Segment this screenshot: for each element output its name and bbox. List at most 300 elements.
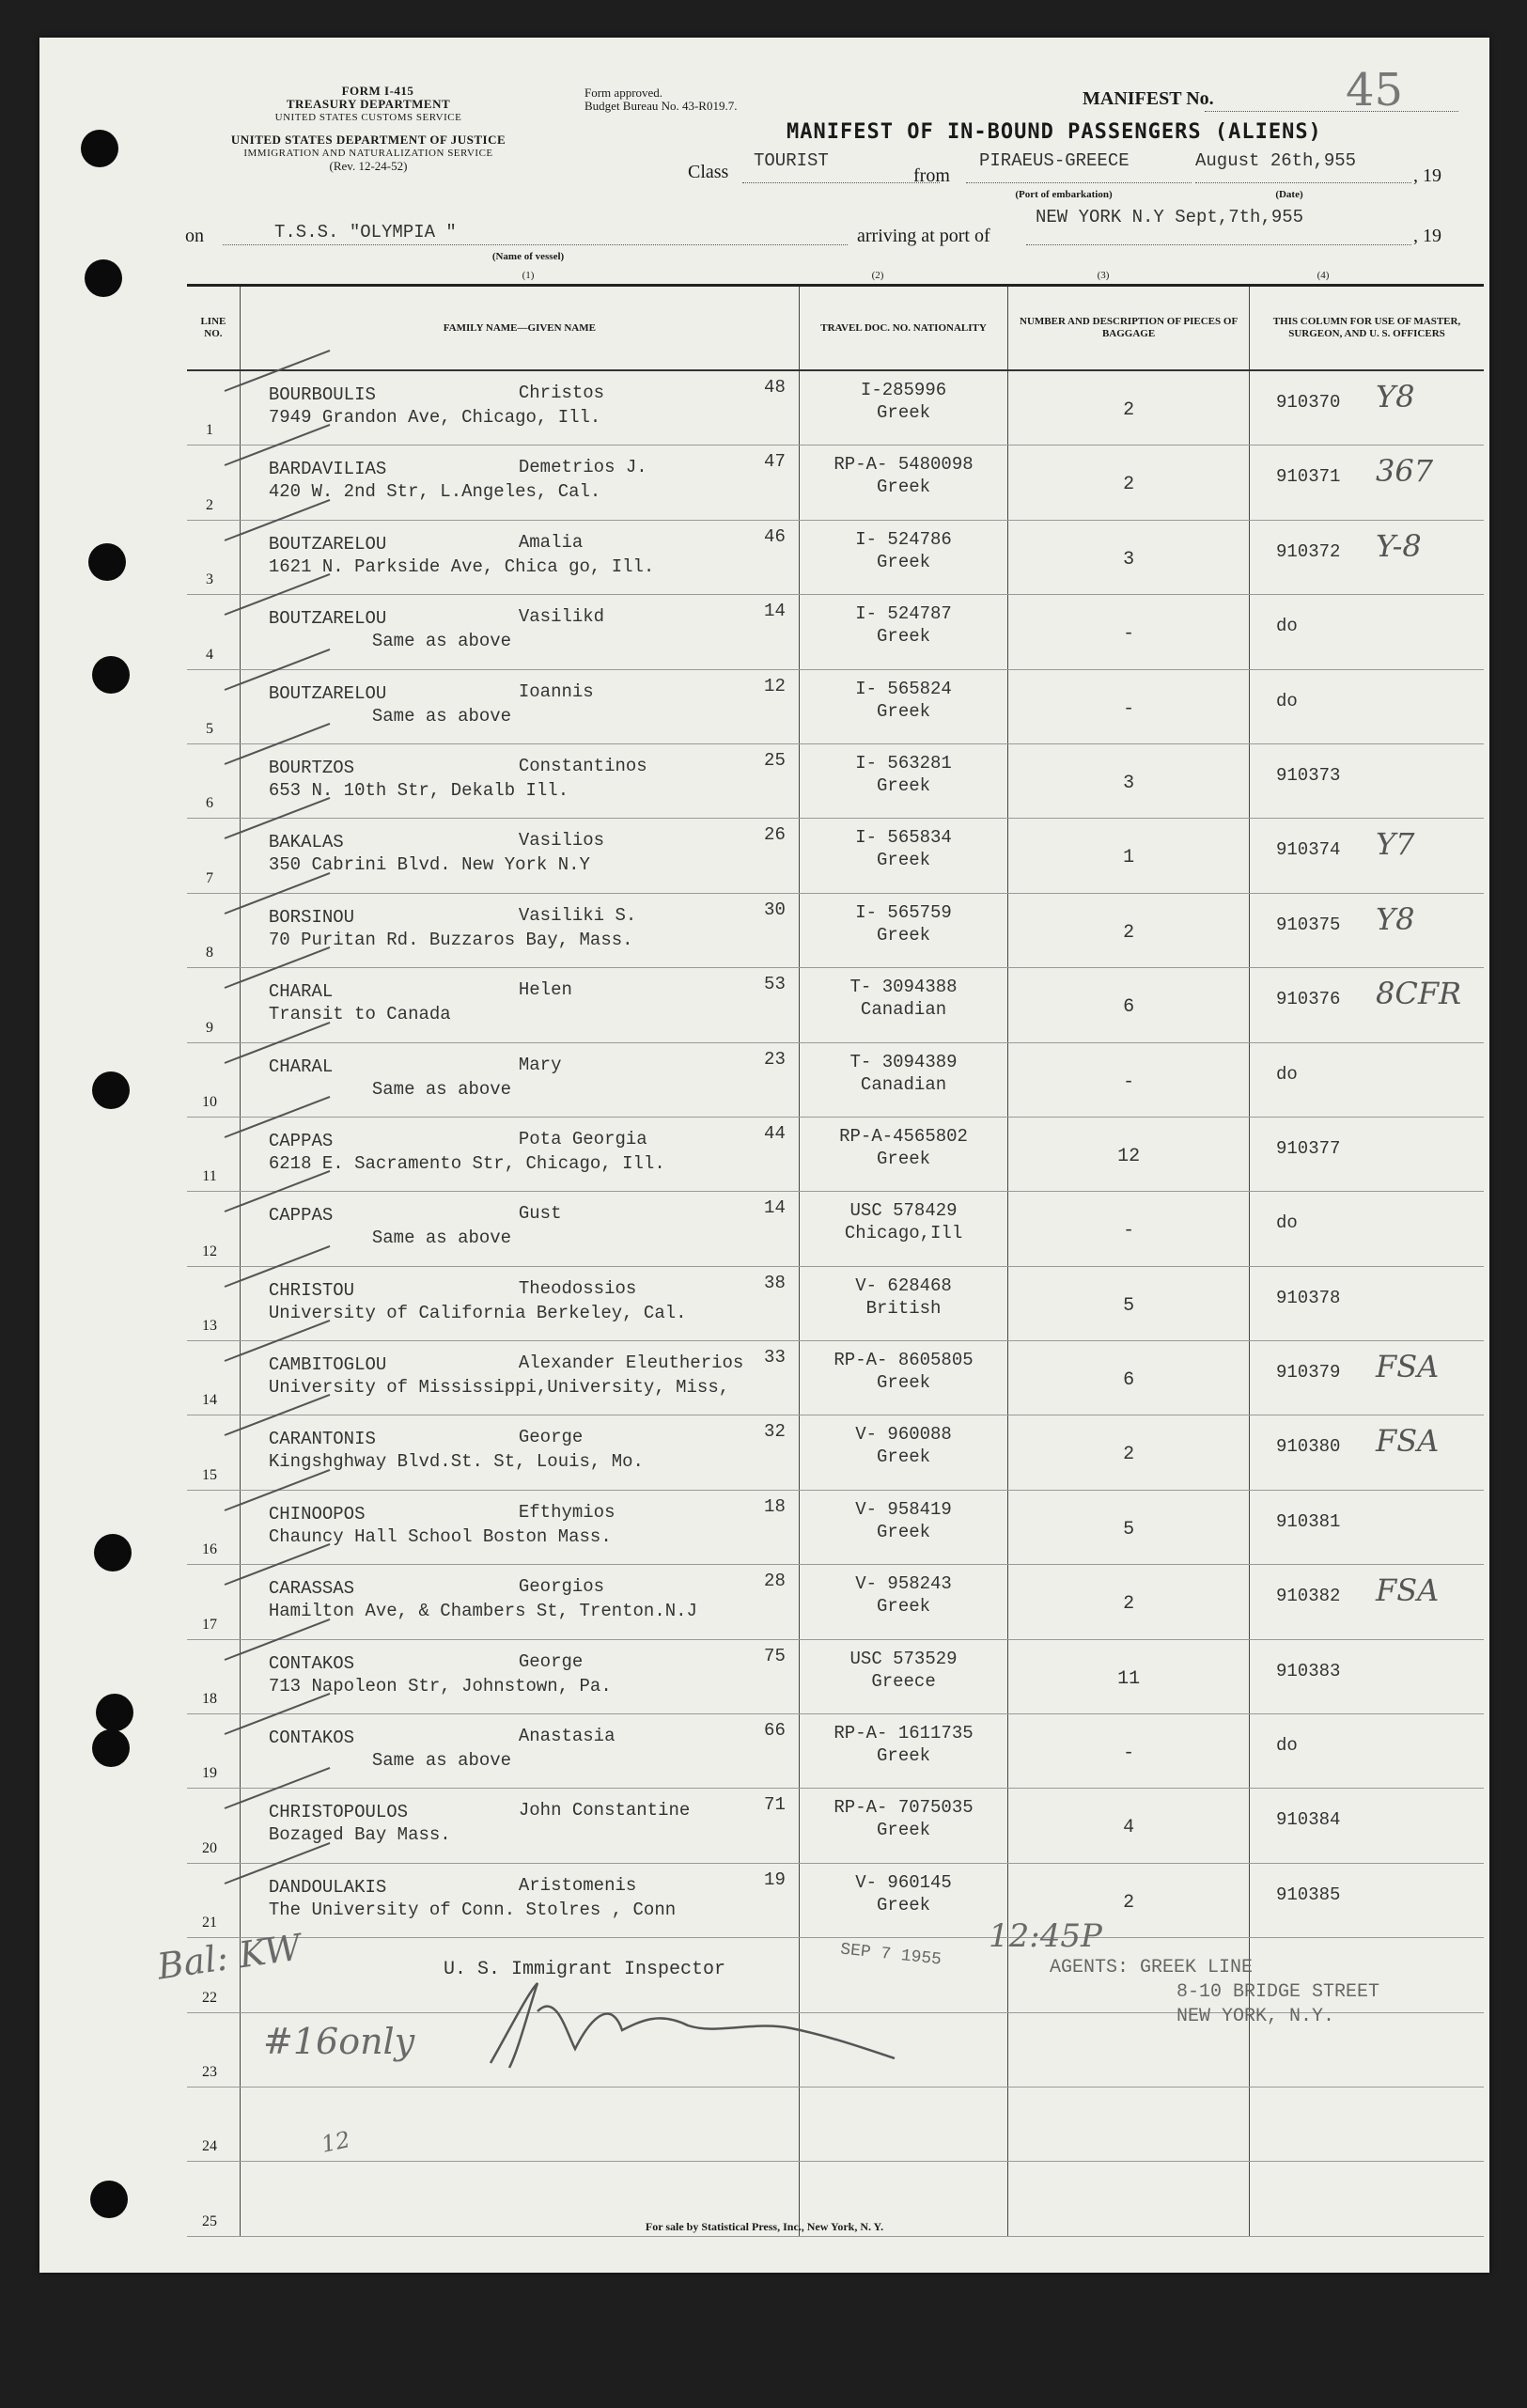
address: 350 Cabrini Blvd. New York N.Y	[268, 854, 590, 876]
page-title: MANIFEST OF IN-BOUND PASSENGERS (ALIENS)	[787, 120, 1322, 144]
table-row	[187, 1266, 1484, 1340]
nationality: Greek	[877, 1745, 931, 1767]
officer-number: 910371	[1275, 466, 1341, 488]
baggage-count: 12	[1117, 1145, 1141, 1167]
line-number-cell	[187, 1415, 240, 1490]
vessel-line	[223, 244, 848, 245]
name-cell	[240, 893, 799, 967]
baggage-count: 2	[1123, 399, 1135, 421]
doc-cell	[799, 1341, 1007, 1415]
age: 46	[764, 525, 786, 547]
nationality: Greek	[877, 1148, 931, 1169]
age: 75	[764, 1645, 786, 1666]
year-suffix: , 19	[1413, 165, 1441, 186]
doc-cell	[799, 2087, 1007, 2161]
baggage-count: -	[1123, 697, 1135, 720]
officer-number: do	[1275, 1063, 1298, 1085]
name-cell	[240, 520, 799, 594]
line-number-cell	[187, 1266, 240, 1340]
doc-cell	[799, 1117, 1007, 1191]
port-embarkation-label: (Port of embarkation)	[1015, 189, 1113, 200]
line-number: 21	[202, 1915, 217, 1931]
baggage-count: 2	[1123, 474, 1135, 496]
officer-cell	[1249, 370, 1484, 446]
table-row	[187, 1639, 1484, 1713]
name-cell	[240, 1266, 799, 1340]
manifest-no-line	[1205, 111, 1458, 112]
doc-cell	[799, 1490, 1007, 1564]
table-row	[187, 520, 1484, 594]
given-name: Theodossios	[518, 1277, 637, 1299]
baggage-cell	[1008, 1042, 1250, 1117]
age: 14	[764, 601, 786, 622]
line-number-cell	[187, 1565, 240, 1639]
line-number: 11	[202, 1168, 217, 1185]
given-name: Demetrios J.	[518, 457, 647, 478]
baggage-cell	[1008, 370, 1250, 446]
family-name: BOURTZOS	[268, 757, 355, 778]
given-name: Vasilikd	[518, 606, 605, 628]
punch-hole	[85, 259, 122, 297]
baggage-cell	[1008, 1565, 1250, 1639]
given-name: George	[518, 1427, 584, 1448]
age: 66	[764, 1720, 786, 1742]
address: 653 N. 10th Str, Dekalb Ill.	[268, 779, 569, 801]
service: UNITED STATES CUSTOMS SERVICE	[274, 112, 462, 123]
doc-cell	[799, 669, 1007, 743]
doc-cell	[799, 968, 1007, 1042]
officer-cell	[1249, 595, 1484, 669]
travel-doc: I- 565759	[855, 901, 952, 923]
officer-hand-note: Y-8	[1375, 527, 1422, 564]
baggage-count: 11	[1117, 1667, 1141, 1690]
table-row	[187, 968, 1484, 1042]
nationality: Greek	[877, 924, 931, 946]
travel-doc: RP-A- 1611735	[834, 1723, 974, 1744]
given-name: Ioannis	[518, 680, 594, 702]
line-number-cell	[187, 595, 240, 669]
line-number: 25	[202, 2213, 217, 2229]
table-row	[187, 1490, 1484, 1564]
family-name: CARASSAS	[268, 1578, 355, 1600]
age: 25	[764, 749, 786, 771]
doc-cell	[799, 1863, 1007, 1937]
given-name: Mary	[518, 1054, 562, 1075]
nationality: Canadian	[860, 1073, 947, 1095]
officer-cell	[1249, 2087, 1484, 2161]
baggage-count: 4	[1123, 1817, 1135, 1839]
given-name: George	[518, 1650, 584, 1672]
officer-cell	[1249, 743, 1484, 818]
officer-cell	[1249, 1266, 1484, 1340]
table-row	[187, 1042, 1484, 1117]
line-number-cell	[187, 819, 240, 893]
arrival-value: NEW YORK N.Y Sept,7th,955	[1036, 207, 1304, 227]
baggage-cell	[1008, 893, 1250, 967]
officer-number: 910370	[1275, 392, 1341, 413]
nationality: Greek	[877, 1446, 931, 1468]
age: 71	[764, 1794, 786, 1816]
travel-doc: USC 578429	[849, 1200, 958, 1222]
nationality: Chicago,Ill	[844, 1223, 963, 1244]
punch-hole	[92, 1071, 130, 1109]
line-number-cell	[187, 1042, 240, 1117]
address: The University of Conn. Stolres , Conn	[268, 1899, 677, 1920]
department: TREASURY DEPARTMENT	[286, 97, 451, 111]
officer-number: 910382	[1275, 1586, 1341, 1607]
travel-doc: I- 565824	[855, 678, 952, 699]
given-name: Aristomenis	[518, 1874, 637, 1896]
table-row	[187, 1192, 1484, 1266]
count-note: #16only	[263, 2021, 415, 2062]
nationality: Greek	[877, 551, 931, 572]
nationality: Greek	[877, 1521, 931, 1542]
travel-doc: RP-A-4565802	[839, 1125, 968, 1147]
family-name: BAKALAS	[268, 832, 344, 853]
from-value: PIRAEUS-GREECE	[979, 150, 1130, 171]
family-name: CAMBITOGLOU	[268, 1354, 387, 1376]
col-doc: TRAVEL DOC. NO. NATIONALITY	[799, 286, 1007, 371]
family-name: CHINOOPOS	[268, 1503, 366, 1525]
name-cell	[240, 595, 799, 669]
column-number-2: (2)	[871, 270, 884, 281]
table-row	[187, 2087, 1484, 2161]
officer-number: 910372	[1275, 540, 1341, 562]
name-cell	[240, 1714, 799, 1789]
line-number-cell	[187, 1639, 240, 1713]
doc-cell	[799, 893, 1007, 967]
travel-doc: V- 628468	[855, 1274, 952, 1296]
baggage-cell	[1008, 1341, 1250, 1415]
line-number-cell	[187, 669, 240, 743]
address: Same as above	[371, 631, 512, 652]
baggage-cell	[1008, 446, 1250, 520]
manifest-page	[39, 38, 1489, 2273]
hand-note-bottom: 12	[319, 2126, 353, 2158]
line-number: 3	[206, 571, 213, 588]
baggage-count: 2	[1123, 921, 1135, 944]
family-name: CAPPAS	[268, 1130, 334, 1151]
officer-cell	[1249, 893, 1484, 967]
nationality: British	[865, 1297, 942, 1319]
nationality: Canadian	[860, 999, 947, 1021]
officer-cell	[1249, 1565, 1484, 1639]
officer-number: do	[1275, 1212, 1298, 1234]
age: 48	[764, 377, 786, 398]
family-name: BOUTZARELOU	[268, 682, 387, 704]
family-name: CHRISTOPOULOS	[268, 1802, 409, 1823]
line-number-cell	[187, 520, 240, 594]
officer-cell	[1249, 1714, 1484, 1789]
age: 44	[764, 1122, 786, 1144]
table-row	[187, 819, 1484, 893]
line-number-cell	[187, 2012, 240, 2087]
officer-cell	[1249, 1490, 1484, 1564]
table-row	[187, 446, 1484, 520]
line-number: 6	[206, 795, 213, 812]
doc-cell	[799, 1415, 1007, 1490]
family-name: CARANTONIS	[268, 1429, 376, 1450]
given-name: Pota Georgia	[518, 1128, 647, 1149]
table-row	[187, 743, 1484, 818]
age: 32	[764, 1421, 786, 1443]
line-number: 9	[206, 1019, 213, 1036]
balance-note: Bal: KW	[154, 1926, 304, 1988]
family-name: BOURBOULIS	[268, 384, 376, 405]
name-cell	[240, 1565, 799, 1639]
officer-number: do	[1275, 616, 1298, 637]
baggage-cell	[1008, 2087, 1250, 2161]
baggage-cell	[1008, 1415, 1250, 1490]
line-number-cell	[187, 370, 240, 446]
name-cell	[240, 968, 799, 1042]
punch-hole	[88, 543, 126, 581]
nationality: Greek	[877, 477, 931, 498]
officer-number: 910385	[1275, 1884, 1341, 1905]
officer-hand-note: 367	[1375, 453, 1434, 490]
line-number: 15	[202, 1466, 217, 1483]
officer-number: do	[1275, 690, 1298, 711]
nationality: Greek	[877, 1372, 931, 1394]
travel-doc: V- 958243	[855, 1573, 952, 1595]
officer-hand-note: 8CFR	[1375, 976, 1462, 1012]
line-number: 17	[202, 1616, 217, 1633]
given-name: Georgios	[518, 1576, 605, 1598]
officer-cell	[1249, 1117, 1484, 1191]
vessel-name: T.S.S. "OLYMPIA "	[274, 222, 457, 242]
given-name: Vasilios	[518, 830, 605, 852]
nationality: Greek	[877, 850, 931, 871]
officer-number: 910378	[1275, 1287, 1341, 1308]
address: Same as above	[371, 705, 512, 727]
given-name: Christos	[518, 383, 605, 403]
baggage-cell	[1008, 1789, 1250, 1863]
age: 47	[764, 451, 786, 473]
line-number-cell	[187, 1714, 240, 1789]
table-row	[187, 595, 1484, 669]
family-name: CAPPAS	[268, 1205, 334, 1227]
baggage-cell	[1008, 1117, 1250, 1191]
address: University of California Berkeley, Cal.	[268, 1302, 687, 1323]
punch-hole	[90, 2181, 128, 2218]
doc-cell	[799, 520, 1007, 594]
baggage-count: 2	[1123, 1444, 1135, 1466]
manifest-number: 45	[1346, 64, 1404, 117]
officer-hand-note: Y7	[1375, 826, 1415, 863]
age: 38	[764, 1272, 786, 1293]
officer-hand-note: FSA	[1375, 1572, 1440, 1609]
line-number: 12	[202, 1243, 217, 1259]
class-line	[742, 182, 940, 183]
officer-hand-note: FSA	[1375, 1423, 1440, 1460]
name-cell	[240, 1415, 799, 1490]
baggage-count: 5	[1123, 1518, 1135, 1540]
table-header	[187, 286, 1484, 371]
printer-line: For sale by Statistical Press, Inc., New York, N. Y.	[645, 2220, 884, 2233]
table-row	[187, 1117, 1484, 1191]
baggage-cell	[1008, 595, 1250, 669]
officer-cell	[1249, 1042, 1484, 1117]
table-row	[187, 1714, 1484, 1789]
baggage-count: -	[1123, 1071, 1135, 1093]
baggage-cell	[1008, 669, 1250, 743]
given-name: Efthymios	[518, 1501, 615, 1523]
col-baggage: NUMBER AND DESCRIPTION OF PIECES OF BAGGAGE	[1008, 286, 1250, 371]
baggage-cell	[1008, 1192, 1250, 1266]
punch-hole	[92, 1729, 130, 1767]
line-number: 16	[202, 1541, 217, 1558]
given-name: Constantinos	[518, 755, 647, 776]
line-number-cell	[187, 893, 240, 967]
on-label: on	[185, 226, 204, 246]
age: 14	[764, 1197, 786, 1219]
address: Chauncy Hall School Boston Mass.	[268, 1525, 612, 1547]
name-cell	[240, 1789, 799, 1863]
doc-cell	[799, 1192, 1007, 1266]
punch-hole	[94, 1534, 132, 1571]
family-name: CHRISTOU	[268, 1279, 355, 1301]
table-row	[187, 893, 1484, 967]
nationality: Greek	[877, 1820, 931, 1841]
agents-address-1: 8-10 BRIDGE STREET	[1176, 1981, 1380, 2003]
date-label: (Date)	[1275, 189, 1303, 200]
line-number: 19	[202, 1765, 217, 1782]
age: 28	[764, 1571, 786, 1592]
officer-hand-note: Y8	[1375, 900, 1415, 937]
family-name: CHARAL	[268, 981, 334, 1003]
name-cell	[240, 446, 799, 520]
name-cell	[240, 1042, 799, 1117]
family-name: DANDOULAKIS	[268, 1876, 387, 1898]
arrival-line	[1026, 244, 1411, 245]
travel-doc: V- 960145	[855, 1871, 952, 1893]
line-number-cell	[187, 743, 240, 818]
officer-cell	[1249, 1415, 1484, 1490]
baggage-count: 3	[1123, 772, 1135, 794]
column-number-1: (1)	[522, 270, 535, 281]
officer-number: 910374	[1275, 839, 1341, 861]
travel-doc: I- 563281	[855, 752, 952, 774]
travel-doc: RP-A- 8605805	[834, 1350, 974, 1371]
officer-number: 910373	[1275, 764, 1341, 786]
nationality: Greek	[877, 626, 931, 648]
travel-doc: RP-A- 7075035	[834, 1797, 974, 1819]
baggage-count: -	[1123, 1743, 1135, 1765]
officer-cell	[1249, 1192, 1484, 1266]
given-name: John Constantine	[518, 1800, 691, 1822]
family-name: CONTAKOS	[268, 1728, 355, 1749]
age: 33	[764, 1347, 786, 1368]
officer-cell	[1249, 1863, 1484, 1937]
baggage-cell	[1008, 968, 1250, 1042]
address: 6218 E. Sacramento Str, Chicago, Ill.	[268, 1152, 665, 1174]
family-name: BOUTZARELOU	[268, 533, 387, 555]
baggage-cell	[1008, 1490, 1250, 1564]
line-number-cell	[187, 1789, 240, 1863]
budget-bureau: Budget Bureau No. 43-R019.7.	[584, 99, 738, 113]
address: 7949 Grandon Ave, Chicago, Ill.	[268, 407, 601, 428]
baggage-cell	[1008, 1714, 1250, 1789]
column-number-4: (4)	[1317, 270, 1330, 281]
from-line	[966, 182, 1192, 183]
baggage-count: 1	[1123, 847, 1135, 869]
manifest-no-label: MANIFEST No.	[1083, 88, 1214, 109]
address: Bozaged Bay Mass.	[268, 1824, 451, 1846]
line-number: 22	[202, 1989, 217, 2006]
officer-number: 910381	[1275, 1510, 1341, 1532]
officer-number: 910377	[1275, 1137, 1341, 1159]
travel-doc: RP-A- 5480098	[834, 454, 974, 476]
baggage-count: 6	[1123, 996, 1135, 1019]
officer-hand-note: Y8	[1375, 379, 1415, 414]
name-cell	[240, 669, 799, 743]
baggage-cell	[1008, 1266, 1250, 1340]
doc-cell	[799, 446, 1007, 520]
line-number: 14	[202, 1392, 217, 1409]
arriving-label: arriving at port of	[857, 226, 990, 246]
officer-cell	[1249, 520, 1484, 594]
line-number: 8	[206, 945, 213, 962]
officer-cell	[1249, 1341, 1484, 1415]
age: 30	[764, 899, 786, 920]
age: 26	[764, 824, 786, 846]
age: 23	[764, 1048, 786, 1070]
address: Same as above	[371, 1227, 512, 1249]
address: 713 Napoleon Str, Johnstown, Pa.	[268, 1675, 612, 1697]
travel-doc: V- 958419	[855, 1498, 952, 1520]
family-name: BOUTZARELOU	[268, 608, 387, 630]
year-suffix-2: , 19	[1413, 226, 1441, 246]
baggage-count: 2	[1123, 1891, 1135, 1914]
doc-cell	[799, 1714, 1007, 1789]
family-name: CHARAL	[268, 1055, 334, 1077]
table-row	[187, 1341, 1484, 1415]
doc-cell	[799, 1565, 1007, 1639]
line-number: 23	[202, 2063, 217, 2080]
line-number: 10	[202, 1093, 217, 1110]
name-cell	[240, 743, 799, 818]
address: Same as above	[371, 1750, 512, 1772]
inspector-label: U. S. Immigrant Inspector	[444, 1959, 726, 1980]
baggage-cell	[1008, 743, 1250, 818]
travel-doc: T- 3094389	[849, 1051, 958, 1072]
name-cell	[240, 1117, 799, 1191]
baggage-count: -	[1123, 623, 1135, 646]
line-number-cell	[187, 1863, 240, 1937]
given-name: Alexander Eleutherios	[518, 1353, 744, 1374]
officer-number: 910379	[1275, 1362, 1341, 1384]
age: 12	[764, 675, 786, 696]
family-name: CONTAKOS	[268, 1652, 355, 1674]
form-number: FORM I-415	[341, 84, 414, 98]
table-row	[187, 1565, 1484, 1639]
line-number: 24	[202, 2138, 217, 2155]
line-number: 5	[206, 720, 213, 737]
col-officers: THIS COLUMN FOR USE OF MASTER, SURGEON, AND U. S. OFFICERS	[1249, 286, 1484, 371]
doc-cell	[799, 1042, 1007, 1117]
line-number: 4	[206, 646, 213, 663]
address: 70 Puritan Rd. Buzzaros Bay, Mass.	[268, 929, 633, 950]
doc-cell	[799, 1789, 1007, 1863]
line-number-cell	[187, 446, 240, 520]
family-name: BORSINOU	[268, 906, 355, 928]
address: Transit to Canada	[268, 1004, 451, 1025]
travel-doc: I- 524787	[855, 603, 952, 625]
punch-hole	[96, 1694, 133, 1731]
address: Same as above	[371, 1078, 512, 1100]
given-name: Helen	[518, 979, 572, 1001]
doc-cell	[799, 370, 1007, 446]
